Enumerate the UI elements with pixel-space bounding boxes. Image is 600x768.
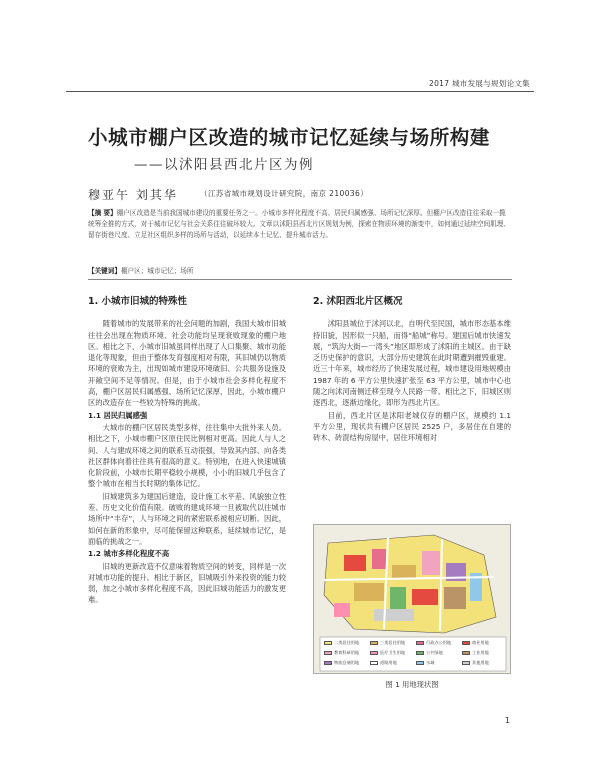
legend-swatch (324, 641, 332, 645)
paragraph: 沭阳县城位于沭河以北，自明代至民国，城市形态基本维持旧貌，因形似一只船，而得“船城”称号。建国后城市快速发展，“筑沟大街—一湾头”地区即形成了沭阳的主城区。由于缺乏历史保护的意识，大部分历史建筑在此时期遭到摧毁重建。近三十年来，城市经历了快速发展过程，城市建设用地规模由 1987 年的 6 平方公里快速扩张至 63 平方公里，城市中心也随之向沭河南侧迁移至现今人民路一带。相比之下，旧城区则逐西北，逐渐边缘化，即形为西北片区。 (313, 319, 511, 408)
paragraph: 旧城的更新改造不仅意味着物质空间的转变，同样是一次对城市功能的提升。相比于新区，旧城吸引外来投资的能力较弱，加之小城市多样化程度不高，因此旧城功能活力的激发更难。 (88, 561, 286, 605)
legend-item (416, 650, 443, 656)
legend-item (370, 640, 405, 646)
legend-item (462, 640, 489, 646)
legend-item (370, 660, 397, 666)
abstract (88, 208, 512, 241)
legend-label: 三类居住用地 (380, 640, 406, 645)
legend-label: 商业用地 (472, 640, 489, 645)
legend-swatch (370, 661, 378, 665)
section-heading-2: 2. 沭阳西北片区概况 (313, 296, 403, 307)
article-affiliation: （江苏省城市规划设计研究院，南京 210036） (200, 189, 369, 198)
paragraph: 旧城建筑多为建国后建造，设计施工水平差、风貌独立性差、历史文化价值有限。破败的建成环境一旦被取代以往城市场所中“丰存”，人与环境之间的紧密联系被相应切断。因此，如何在新的形象中，尽可能保留这种联系，延续城市记忆，是面临的挑战之一。 (88, 491, 286, 546)
paragraph: 随着城市的发展带来的社会问题的加剧，我国大城市旧城往往会出现在物质环境、社会功能均呈现衰败现象的棚户地区。相比之下，小城市旧城虽同样出现了人口集聚、城市功能退化等现象，但由于整体发育强度相对有限，其旧城仍以物质环境的衰败为主，出现如城市建设环境破旧、公共服务设施及开敞空间不足等情况。但是，由于小城市社会多样化程度不高，棚户区居民归属感强、场所记忆深厚，因此，小城市棚户区的改造存在一些较为特殊的挑战。 (88, 319, 286, 408)
legend-swatch (370, 641, 378, 645)
legend-swatch (462, 641, 470, 645)
keywords-label: 【关键词】 (88, 267, 121, 275)
article-subtitle: ——以沭阳县西北片区为例 (134, 157, 314, 173)
legend-swatch (370, 651, 378, 655)
legend-item (462, 650, 489, 656)
legend-item (370, 650, 405, 656)
running-head: 2017 城市发展与规划论文集 (429, 79, 530, 88)
legend-swatch (324, 661, 332, 665)
legend-item (416, 660, 434, 666)
legend-swatch (416, 651, 424, 655)
article-authors: 穆亚午 刘其华 (88, 188, 178, 202)
subsection-heading-1-2: 1.2 城市多样化程度不高 (88, 549, 170, 559)
legend-label: 水域 (426, 660, 435, 665)
abstract-label: 【摘 要】 (88, 209, 117, 217)
paragraph: 目前，西北片区是沭阳老城仅存的棚户区，规模约 1.1 平方公里，现状共有棚户区居民 2525 户，多居住在自建的砖木、砖混结构房屋中，居住环境相对 (313, 410, 511, 443)
subsection-heading-1-1: 1.1 居民归属感强 (88, 410, 148, 420)
legend-swatch (324, 651, 332, 655)
legend-label: 公共绿地 (426, 650, 443, 655)
legend-swatch (416, 661, 424, 665)
section-heading-1: 1. 小城市旧城的特殊性 (88, 296, 188, 307)
land-use-map (313, 524, 511, 674)
legend-swatch (416, 641, 424, 645)
keywords (88, 265, 194, 275)
paragraph: 大城市的棚户区居民类型多样，往往集中大批外来人员。相比之下，小城市棚户区原住民比例相对更高。因此人与人之间、人与建成环境之间的联系互动很强，导致其内部、向各类社区群体向着往往具有很高的意义。特别地，在进入快速城镇化阶段前，小城市长期平稳较小规模，小小的旧城几乎包含了整个城市在相当长时期的集体记忆。 (88, 422, 286, 489)
legend-label: 行政办公用地 (426, 640, 452, 645)
right-column (313, 296, 511, 445)
left-column (88, 296, 286, 607)
page-number: 1 (504, 716, 510, 725)
legend-item (462, 660, 489, 666)
legend-swatch (462, 651, 470, 655)
legend-item (416, 640, 451, 646)
keywords-text: 棚户区；城市记忆；场所 (120, 267, 194, 275)
keywords-rule (88, 279, 512, 280)
legend-item (324, 640, 359, 646)
legend-label: 医疗卫生用地 (380, 650, 406, 655)
legend-item (324, 650, 359, 656)
legend-label: 二类居住用地 (334, 640, 360, 645)
legend-label: 其他用地 (472, 660, 489, 665)
article-title: 小城市棚户区改造的城市记忆延续与场所构建 (88, 126, 491, 149)
legend-label: 物流仓储用地 (334, 660, 360, 665)
legend-label: 道路用地 (380, 660, 397, 665)
header-rule (66, 91, 534, 92)
figure-caption: 图 1 用地现状图 (385, 680, 439, 689)
legend-swatch (462, 661, 470, 665)
legend-label: 教育科研用地 (334, 650, 360, 655)
abstract-text: 棚户区改造是当前我国城市建设的重要任务之一。小城市多样化程度不高、居民归属感强、场所记忆深厚。但棚户区改造往往采取一揽统筹全推的方式，对于城市记忆与社会关系往往破坏较大。文章以沭阳县西北片区规划为例，探索在物质环境的渐变中，如何通过延续空间肌理、留存街巷尺度、立足社区组织多样的场所与活动，以延续本土记忆、提升城市活力。 (88, 209, 510, 239)
legend-label: 工业用地 (472, 650, 489, 655)
legend-item (324, 660, 359, 666)
